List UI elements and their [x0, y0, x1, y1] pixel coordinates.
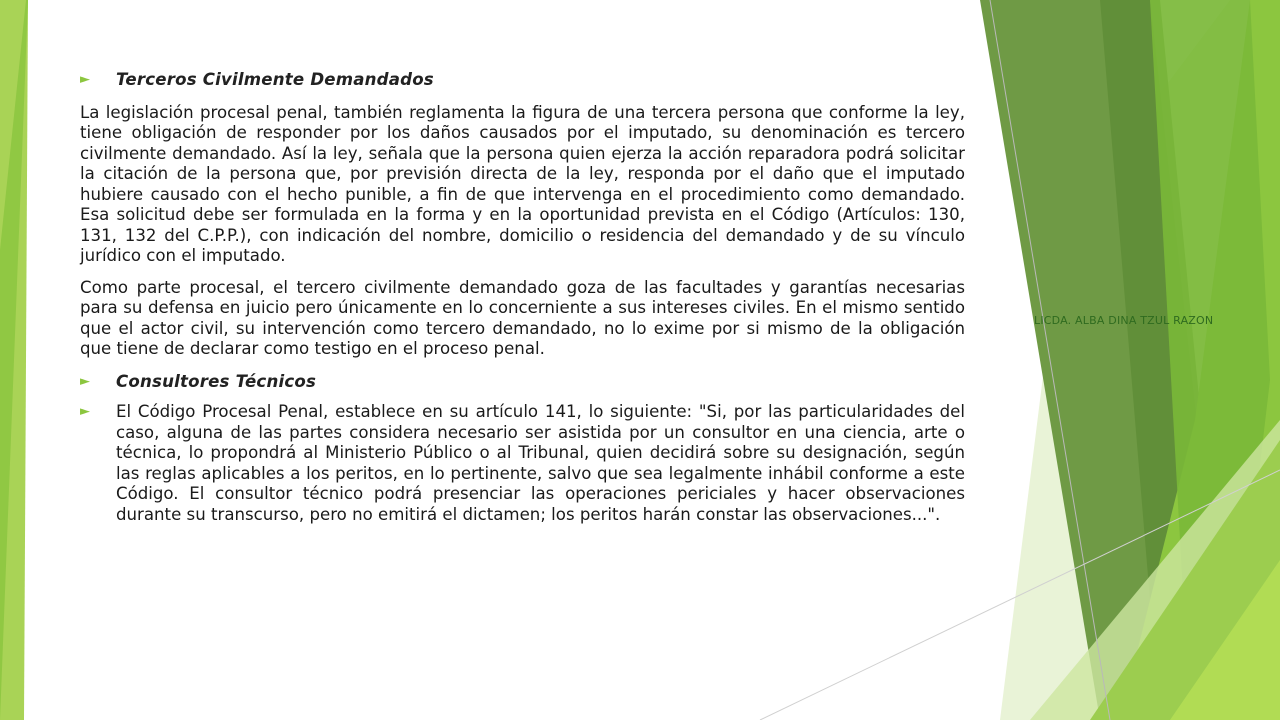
paragraph-terceros-2: Como parte procesal, el tercero civilmente demandado goza de las facultades y garantías necesarias para su defensa en juicio pero únicamente en lo concerniente a sus intereses civiles. En el mismo sentido que el actor civil, su intervención como tercero demandado, no lo exime por si mismo de la obligación que tiene de declarar como testigo en el proceso penal. [80, 277, 965, 358]
author-label: LICDA. ALBA DINA TZUL RAZON [1034, 314, 1214, 327]
heading-row-terceros [80, 70, 965, 91]
heading-consultores: Consultores Técnicos [116, 371, 317, 391]
slide-content [80, 70, 965, 525]
arrow-bullet-icon: ► [80, 373, 90, 389]
arrow-bullet-icon: ► [80, 72, 90, 87]
heading-terceros: Terceros Civilmente Demandados [116, 70, 434, 89]
paragraph-consultores: El Código Procesal Penal, establece en su artículo 141, lo siguiente: "Si, por las particularidades del caso, alguna de las partes considera necesario ser asistida por un consultor en una ciencia, arte o técnica, lo propondrá al Ministerio Público o al Tribunal, quien decidirá sobre su designación, según las reglas aplicables a los peritos, en lo pertinente, salvo que sea legalmente inhábil conforme a este Código. El consultor técnico podrá presenciar las operaciones periciales y hacer observaciones durante su transcurso, pero no emitirá el dictamen; los peritos harán constar las observaciones...". [116, 402, 965, 524]
paragraph-terceros-1: La legislación procesal penal, también reglamenta la figura de una tercera persona que conforme la ley, tiene obligación de responder por los daños causados por el imputado, su denominación es tercero civilmente demandado. Así la ley, señala que la persona quien ejerza la acción reparadora podrá solicitar la citación de la persona que, por previsión directa de la ley, responda por el daño que el imputado hubiere causado con el hecho punible, a fin de que intervenga en el procedimiento como demandado. Esa solicitud debe ser formulada en la forma y en la oportunidad prevista en el Código (Artículos: 130, 131, 132 del C.P.P.), con indicación del nombre, domicilio o residencia del demandado y de su vínculo jurídico con el imputado. [80, 102, 965, 265]
arrow-bullet-icon: ► [80, 404, 90, 419]
heading-row-consultores [80, 372, 965, 393]
bullet-row-codigo [80, 402, 965, 525]
